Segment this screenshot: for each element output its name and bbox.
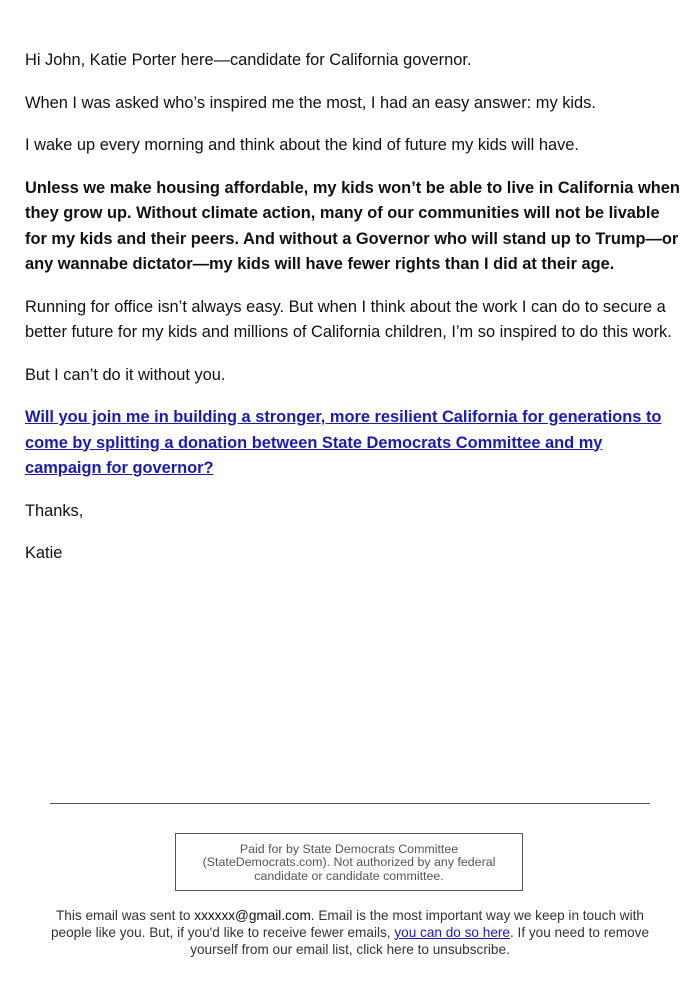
running-for-office-paragraph: Running for office isn’t always easy. But when I think about the work I can do to secure a better future for my kids and millions of California children, I’m so inspired to do this work. — [25, 297, 672, 341]
email-body — [25, 48, 680, 584]
footer-notice — [40, 908, 660, 958]
fewer-emails-link[interactable]: you can do so here — [394, 924, 510, 940]
footer-divider — [50, 803, 650, 804]
unsubscribe-text[interactable]: . If you need to remove yourself from our email list, click here to unsubscribe. — [190, 924, 650, 957]
greeting-paragraph: Hi John, Katie Porter here—candidate for California governor. — [25, 51, 472, 69]
inspiration-paragraph: When I was asked who’s inspired me the most, I had an easy answer: my kids. — [25, 93, 596, 112]
sent-to-middle: . Email is the most important way we keep in touch with people like you. But, if you'd like to receive fewer emails, — [50, 908, 644, 940]
sent-to-prefix: This email was sent to — [56, 908, 195, 923]
paid-for-disclaimer — [175, 833, 523, 891]
disclaimer-text: Paid for by State Democrats Committee (StateDemocrats.com). Not authorized by any federal candidate or candidate committee. — [202, 842, 496, 883]
signoff: Thanks, — [25, 501, 84, 520]
recipient-email: xxxxxx@gmail.com — [194, 908, 311, 923]
cant-do-it-paragraph: But I can’t do it without you. — [25, 365, 226, 384]
cta-paragraph — [25, 405, 680, 482]
donation-cta-link[interactable]: Will you join me in building a stronger, more resilient California for generations to come by splitting a donation between State Democrats Committee and my campaign for governor? — [25, 408, 662, 477]
housing-climate-paragraph: Unless we make housing affordable, my kids won’t be able to live in California when they grow up. Without climate action, many of our communities will not be livable for my kids and their peers. And without a Governor who will stand up to Trump—or any wannabe dictator—my kids will have fewer rights than I did at their age. — [25, 178, 680, 273]
signature: Katie — [25, 544, 63, 562]
future-paragraph: I wake up every morning and think about the kind of future my kids will have. — [25, 136, 579, 154]
